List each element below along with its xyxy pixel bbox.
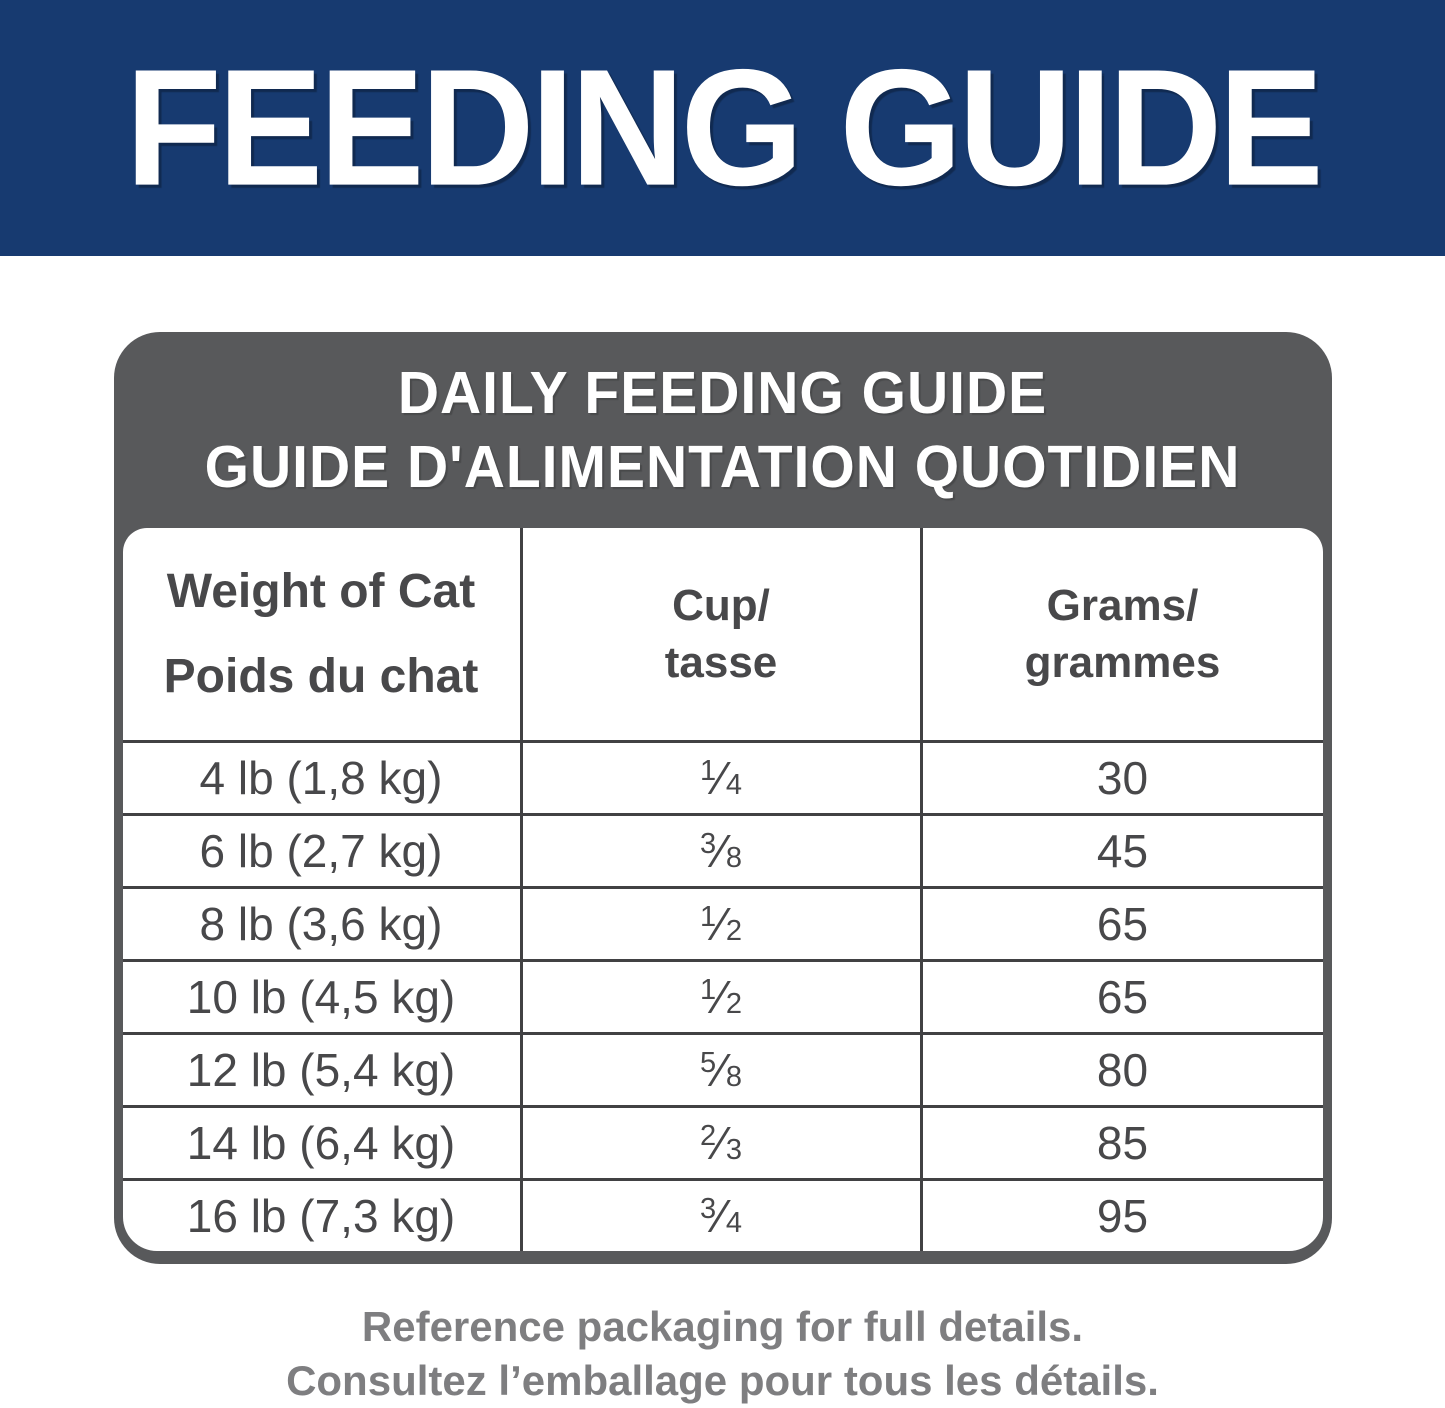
banner-title: FEEDING GUIDE bbox=[125, 35, 1320, 220]
weight-header-en: Weight of Cat bbox=[166, 565, 476, 618]
grams-cell: 65 bbox=[1096, 898, 1149, 950]
card-title-fr: GUIDE D'ALIMENTATION QUOTIDIEN bbox=[204, 433, 1241, 501]
table-row bbox=[123, 813, 1323, 886]
grams-header-en: Grams/ bbox=[1046, 580, 1199, 630]
table-row bbox=[123, 740, 1323, 813]
cup-cell: $^5$⁄8 bbox=[523, 1035, 923, 1105]
cup-cell: $^3$⁄8 bbox=[523, 816, 923, 886]
table-row bbox=[123, 1178, 1323, 1251]
grams-column-header bbox=[923, 528, 1323, 740]
feeding-table bbox=[123, 528, 1323, 1251]
table-row bbox=[123, 1032, 1323, 1105]
daily-feeding-guide-card bbox=[114, 332, 1332, 1264]
grams-cell: 45 bbox=[1096, 825, 1149, 877]
table-row bbox=[123, 886, 1323, 959]
card-header bbox=[123, 332, 1323, 528]
weight-header-fr: Poids du chat bbox=[163, 650, 479, 703]
weight-cell: 12 lb (5,4 kg) bbox=[123, 1035, 523, 1105]
grams-cell: 80 bbox=[1096, 1044, 1149, 1096]
footer-note bbox=[0, 1300, 1445, 1408]
footer-note-fr: Consultez l’emballage pour tous les détails. bbox=[286, 1357, 1159, 1404]
grams-header-fr: grammes bbox=[1024, 637, 1221, 687]
cup-column-header bbox=[523, 528, 923, 740]
cup-cell: $^1$⁄4 bbox=[523, 743, 923, 813]
card-title-en: DAILY FEEDING GUIDE bbox=[397, 359, 1048, 427]
feeding-guide-banner bbox=[0, 0, 1445, 256]
table-row bbox=[123, 1105, 1323, 1178]
weight-cell: 16 lb (7,3 kg) bbox=[123, 1181, 523, 1251]
weight-cell: 14 lb (6,4 kg) bbox=[123, 1108, 523, 1178]
grams-cell: 85 bbox=[1096, 1117, 1149, 1169]
cup-header-fr: tasse bbox=[664, 637, 778, 687]
cup-cell: $^1$⁄2 bbox=[523, 889, 923, 959]
weight-cell: 8 lb (3,6 kg) bbox=[123, 889, 523, 959]
weight-cell: 6 lb (2,7 kg) bbox=[123, 816, 523, 886]
grams-cell: 30 bbox=[1096, 752, 1149, 804]
cup-header-en: Cup/ bbox=[672, 580, 770, 630]
cup-cell: $^3$⁄4 bbox=[523, 1181, 923, 1251]
footer-note-en: Reference packaging for full details. bbox=[361, 1303, 1084, 1350]
table-row bbox=[123, 959, 1323, 1032]
weight-cell: 10 lb (4,5 kg) bbox=[123, 962, 523, 1032]
cup-cell: $^2$⁄3 bbox=[523, 1108, 923, 1178]
grams-cell: 95 bbox=[1096, 1190, 1149, 1242]
cup-cell: $^1$⁄2 bbox=[523, 962, 923, 1032]
table-header-row bbox=[123, 528, 1323, 740]
weight-column-header bbox=[123, 528, 523, 740]
weight-cell: 4 lb (1,8 kg) bbox=[123, 743, 523, 813]
grams-cell: 65 bbox=[1096, 971, 1149, 1023]
